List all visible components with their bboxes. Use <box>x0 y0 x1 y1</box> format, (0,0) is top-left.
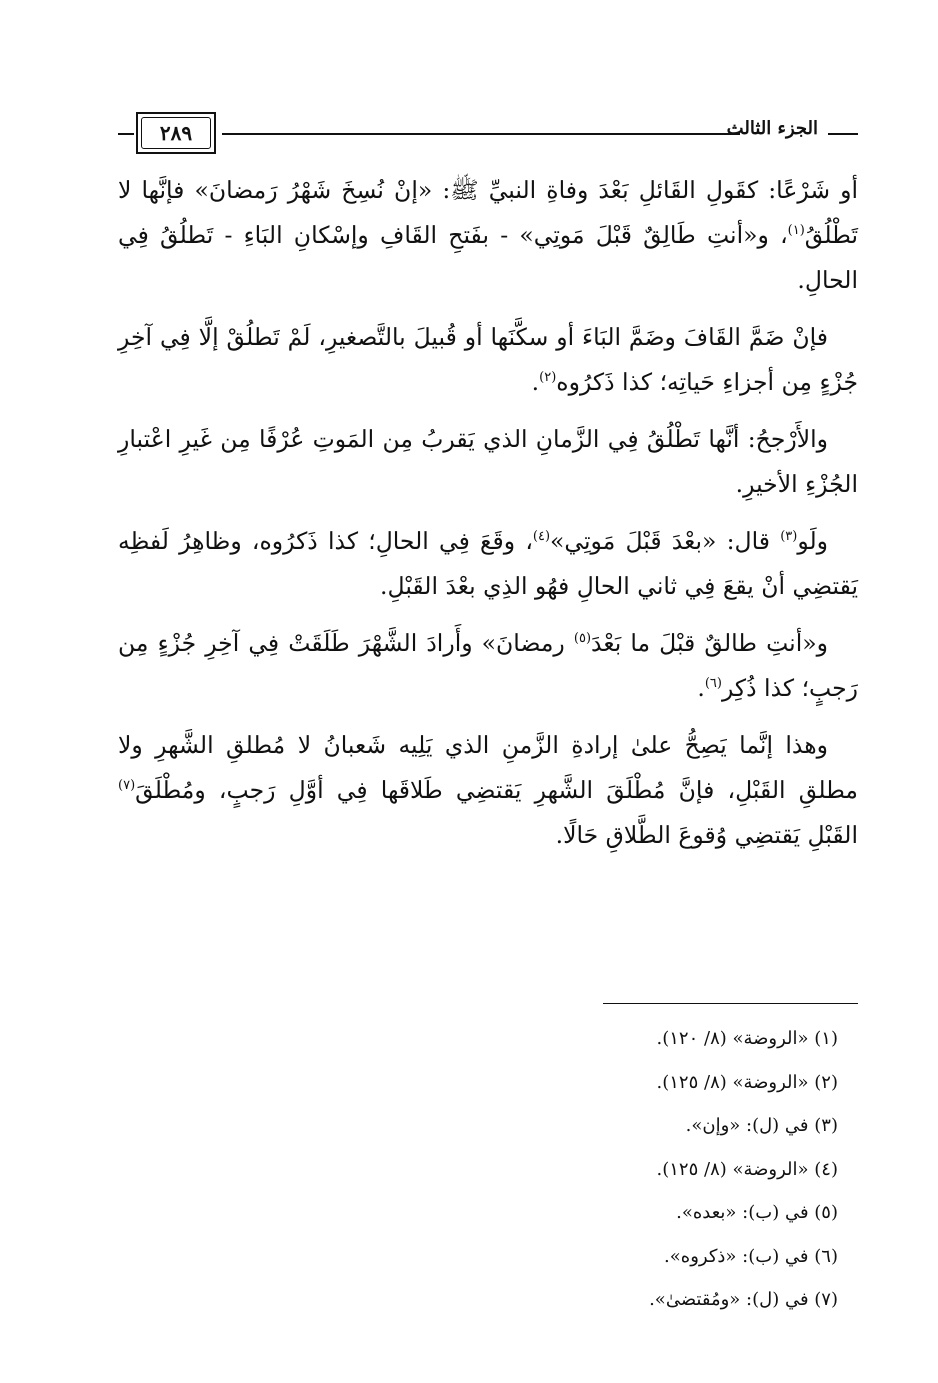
text-segment: قال: «بعْدَ قَبْلَ مَوتِي» <box>550 527 781 555</box>
text-segment: أو شَرْعًا: كقَولِ القَائلِ بَعْدَ وفاةِ النبيِّ ﷺ: «إنْ نُسِخَ شَهْرُ رَمضانَ» فإنَّها لا تَطْلُقُ <box>118 176 858 249</box>
footnote-ref-6: (٦) <box>704 676 722 692</box>
paragraph-6 <box>118 723 858 858</box>
footnote-2: (٢) «الروضة» (٨/ ١٢٥). <box>656 1071 838 1093</box>
footnote-ref-3: (٣) <box>780 529 798 545</box>
text-segment: و«أنتِ طالقٌ قبْلَ ما بَعْدَ <box>591 629 828 657</box>
footnote-7: (٧) في (ل): «ومُقتضىٰ». <box>649 1289 838 1310</box>
text-segment: رمضانَ» وأَرادَ الشَّهْرَ طَلَقَتْ فِي آخِرِ جُزْءٍ مِن رَجبٍ؛ كذا ذُكِر <box>118 629 858 702</box>
text-segment: وهذا إنَّما يَصِحُّ علىٰ إرادةِ الزَّمنِ الذي يَلِيه شَعبانُ لا مُطلقِ الشَّهرِ ولا مطلقِ القَبْلِ، فإنَّ مُطْلَقَ الشَّهرِ يَقتضِي طَلاقَها فِي أوَّلِ رَجبٍ، ومُطْلَقَ <box>118 731 858 804</box>
footnotes <box>418 1017 838 1322</box>
text-segment: . <box>697 674 705 702</box>
page-number: ٢٨٩ <box>141 117 211 149</box>
footnote-ref-4: (٤) <box>532 529 551 545</box>
header-rule-right <box>828 133 858 135</box>
footnote-1: (١) «الروضة» (٨/ ١٢٠). <box>656 1028 838 1049</box>
footnote-6: (٦) في (ب): «ذكروه». <box>664 1245 838 1267</box>
text-segment: القَبْلِ يَقتضِي وُقوعَ الطَّلاقِ حَالًا. <box>555 821 858 849</box>
footnote-ref-5: (٥) <box>573 631 592 647</box>
footnote-5: (٥) في (ب): «بعده». <box>676 1202 838 1223</box>
footnote-ref-2: (٢) <box>539 370 557 386</box>
running-title: الجزء الثالث <box>726 118 818 139</box>
footnote-3: (٣) في (ل): «وإن». <box>685 1115 838 1136</box>
text-segment: ، وقَعَ فِي الحالِ؛ كذا ذَكرُوه، وظاهِرُ لَفظِه يَقتضِي أنْ يقعَ فِي ثاني الحالِ فهُو الذِي بعْدَ القَبْلِ. <box>118 527 858 600</box>
paragraph-4 <box>118 519 858 609</box>
paragraph-5 <box>118 621 858 711</box>
footnote-ref-1: (١) <box>787 223 805 239</box>
header-rule-left <box>118 133 134 135</box>
paragraph-2 <box>118 315 858 405</box>
text-segment: ، و«أنتِ طَالِقٌ قَبْلَ مَوتِي» - بفَتحِ القَافِ وإسْكانِ البَاءِ - تَطلُقُ فِي الحالِ. <box>118 221 858 294</box>
page-header <box>118 112 858 158</box>
text-segment: ولَو <box>797 527 828 555</box>
text-segment: فإنْ ضَمَّ القَافَ وضَمَّ البَاءَ أو سكَّنَها أو قُبيلَ بالتَّصغيرِ، لَمْ تَطلُقْ إلَّا فِي آخِرِ جُزْءٍ مِن أجزاءِ حَياتِه؛ كذا ذَكرُوه <box>118 323 858 396</box>
text-segment: والأَرْجحُ: أنَّها تَطْلُقُ فِي الزَّمانِ الذي يَقربُ مِن المَوتِ عُرْفًا مِن غَيرِ اعْتبارِ الجُزْءِ الأخيرِ. <box>118 425 858 498</box>
footnote-4: (٤) «الروضة» (٨/ ١٢٥). <box>656 1158 838 1180</box>
paragraph-1 <box>118 168 858 303</box>
footnote-separator <box>603 1003 858 1004</box>
footnote-ref-7: (٧) <box>118 778 136 794</box>
paragraph-3 <box>118 417 858 507</box>
header-rule-middle <box>222 133 740 135</box>
page-number-frame <box>136 112 216 154</box>
main-text <box>118 168 858 870</box>
text-segment: . <box>531 368 540 396</box>
